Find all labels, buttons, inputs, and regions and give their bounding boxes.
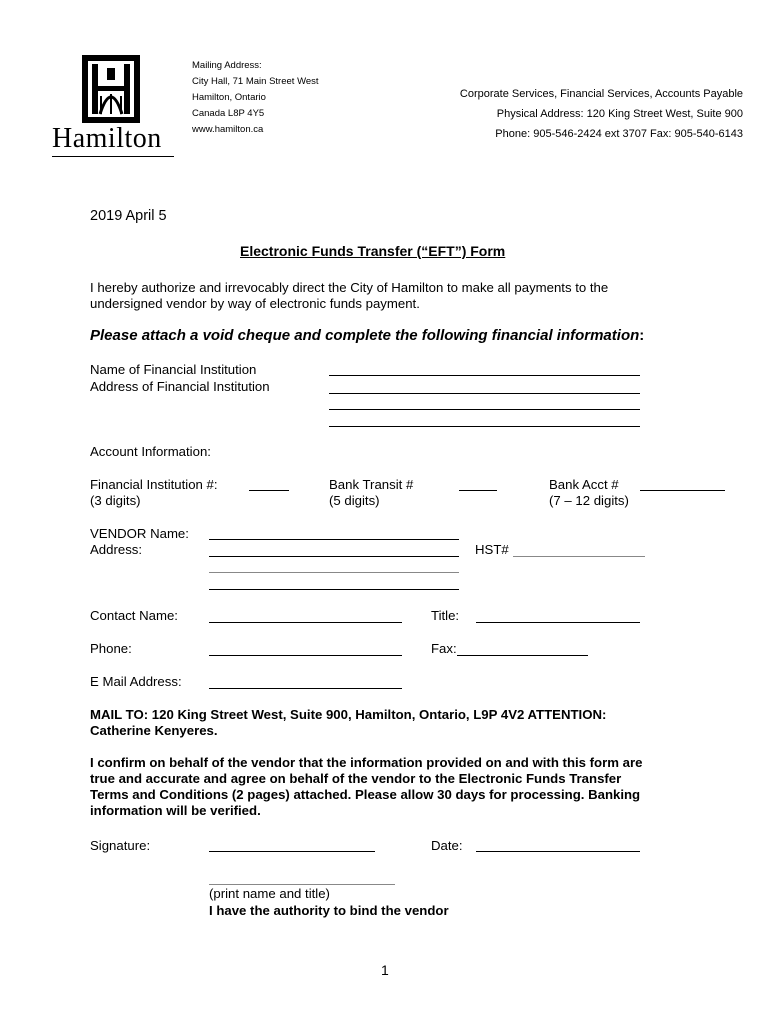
date-label: Date: — [431, 838, 463, 853]
fi-number-label: Financial Institution #: — [90, 477, 218, 492]
phone-field[interactable] — [209, 655, 402, 656]
vendor-name-label: VENDOR Name: — [90, 526, 189, 541]
signature-label: Signature: — [90, 838, 151, 853]
hst-field[interactable] — [513, 556, 645, 557]
fi-number-note: (3 digits) — [90, 493, 141, 508]
mailing-line-3: Canada L8P 4Y5 — [192, 108, 265, 119]
mailing-heading: Mailing Address: — [192, 60, 262, 71]
dept-line-2: Physical Address: 120 King Street West, Suite 900 — [496, 108, 743, 120]
hamilton-logo — [52, 50, 176, 158]
dept-line-3: Phone: 905-546-2424 ext 3707 Fax: 905-540-6143 — [495, 128, 743, 140]
mail-to-line-1: MAIL TO: 120 King Street West, Suite 900, Hamilton, Ontario, L9P 4V2 ATTENTION: — [90, 707, 607, 722]
fi-address-field-2[interactable] — [329, 409, 640, 410]
instruction — [90, 327, 644, 344]
fi-name-field[interactable] — [329, 375, 640, 376]
confirm-line-3: Terms and Conditions (2 pages) attached. Please allow 30 days for processing. Banking — [90, 787, 641, 802]
vendor-address-field-3[interactable] — [209, 589, 459, 590]
fi-address-label: Address of Financial Institution — [90, 379, 270, 394]
authorize-line-2: undersigned vendor by way of electronic funds payment. — [90, 296, 420, 311]
print-name-field[interactable] — [209, 884, 395, 885]
account-info-label: Account Information: — [90, 444, 211, 459]
transit-field[interactable] — [459, 490, 497, 491]
fi-address-field-3[interactable] — [329, 426, 640, 427]
mailing-website[interactable]: www.hamilton.ca — [192, 124, 264, 135]
title-field[interactable] — [476, 622, 640, 623]
page-number: 1 — [381, 962, 389, 978]
print-name-label: (print name and title) — [209, 886, 330, 901]
acct-label: Bank Acct # — [549, 477, 619, 492]
confirm-line-2: true and accurate and agree on behalf of the vendor to the Electronic Funds Transfer — [90, 771, 622, 786]
date-field[interactable] — [476, 851, 640, 852]
vendor-name-field[interactable] — [209, 539, 459, 540]
contact-name-label: Contact Name: — [90, 608, 178, 623]
logo-wordmark: Hamilton — [52, 123, 162, 154]
confirm-line-4: information will be verified. — [90, 803, 261, 818]
fi-number-field[interactable] — [249, 490, 289, 491]
form-title: Electronic Funds Transfer (“EFT”) Form — [240, 243, 506, 259]
fax-label: Fax: — [431, 641, 457, 656]
email-field[interactable] — [209, 688, 402, 689]
hst-label: HST# — [475, 542, 509, 557]
authorize-line-1: I hereby authorize and irrevocably direct the City of Hamilton to make all payments to the — [90, 280, 609, 295]
fi-address-field-1[interactable] — [329, 393, 640, 394]
instruction-colon: : — [639, 327, 645, 344]
vendor-address-field-2[interactable] — [209, 572, 459, 573]
title-label: Title: — [431, 608, 460, 623]
vendor-address-label: Address: — [90, 542, 143, 557]
email-label: E Mail Address: — [90, 674, 182, 689]
vendor-address-field-1[interactable] — [209, 556, 459, 557]
mailing-line-2: Hamilton, Ontario — [192, 92, 266, 103]
fax-field[interactable] — [457, 655, 588, 656]
acct-note: (7 – 12 digits) — [549, 493, 629, 508]
transit-label: Bank Transit # — [329, 477, 414, 492]
signature-field[interactable] — [209, 851, 375, 852]
transit-note: (5 digits) — [329, 493, 380, 508]
instruction-text: Please attach a void cheque and complete the following financial information — [90, 327, 640, 344]
confirm-line-1: I confirm on behalf of the vendor that the information provided on and with this form are — [90, 755, 643, 770]
letter-date: 2019 April 5 — [90, 208, 167, 224]
mailing-line-1: City Hall, 71 Main Street West — [192, 76, 319, 87]
fi-name-label: Name of Financial Institution — [90, 362, 257, 377]
acct-field[interactable] — [640, 490, 725, 491]
phone-label: Phone: — [90, 641, 132, 656]
contact-name-field[interactable] — [209, 622, 402, 623]
authority-label: I have the authority to bind the vendor — [209, 903, 449, 918]
dept-line-1: Corporate Services, Financial Services, Accounts Payable — [459, 88, 743, 100]
mail-to-line-2: Catherine Kenyeres. — [90, 723, 218, 738]
logo-underline — [52, 156, 174, 157]
